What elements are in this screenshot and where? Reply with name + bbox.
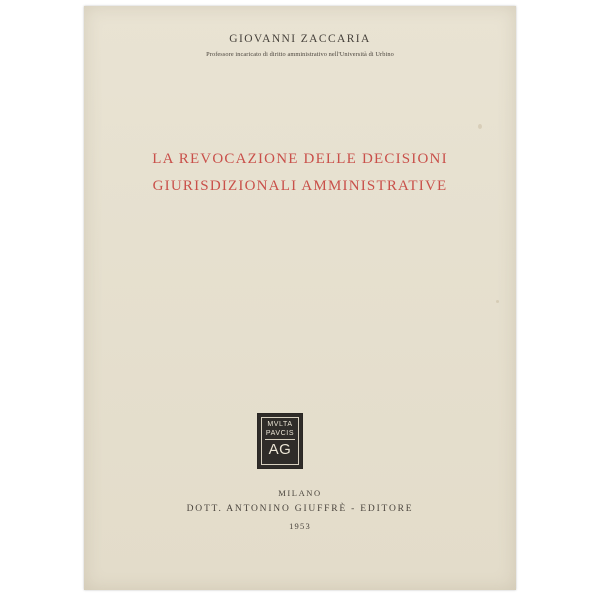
publisher-logo-frame bbox=[261, 417, 299, 465]
publisher-name: DOTT. ANTONINO GIUFFRÈ - EDITORE bbox=[186, 504, 414, 514]
publisher-logo bbox=[257, 413, 303, 469]
logo-motto-line-1: MVLTA bbox=[267, 421, 293, 428]
publication-year: 1953 bbox=[289, 521, 311, 531]
author-affiliation: Professore incaricato di diritto amministrativo nell'Università di Urbino bbox=[206, 51, 394, 58]
author-name: GIOVANNI ZACCARIA bbox=[229, 33, 371, 45]
book-cover bbox=[84, 6, 516, 590]
foxing-spot bbox=[496, 300, 499, 303]
logo-motto-line-2: PAVCIS bbox=[265, 430, 295, 437]
publication-place: MILANO bbox=[278, 488, 322, 498]
foxing-spot bbox=[478, 124, 482, 129]
book-title-line-1: LA REVOCAZIONE DELLE DECISIONI bbox=[152, 151, 448, 167]
book-title-line-2: GIURISDIZIONALI AMMINISTRATIVE bbox=[152, 178, 448, 194]
logo-monogram: AG bbox=[268, 441, 292, 458]
logo-divider bbox=[265, 439, 295, 440]
